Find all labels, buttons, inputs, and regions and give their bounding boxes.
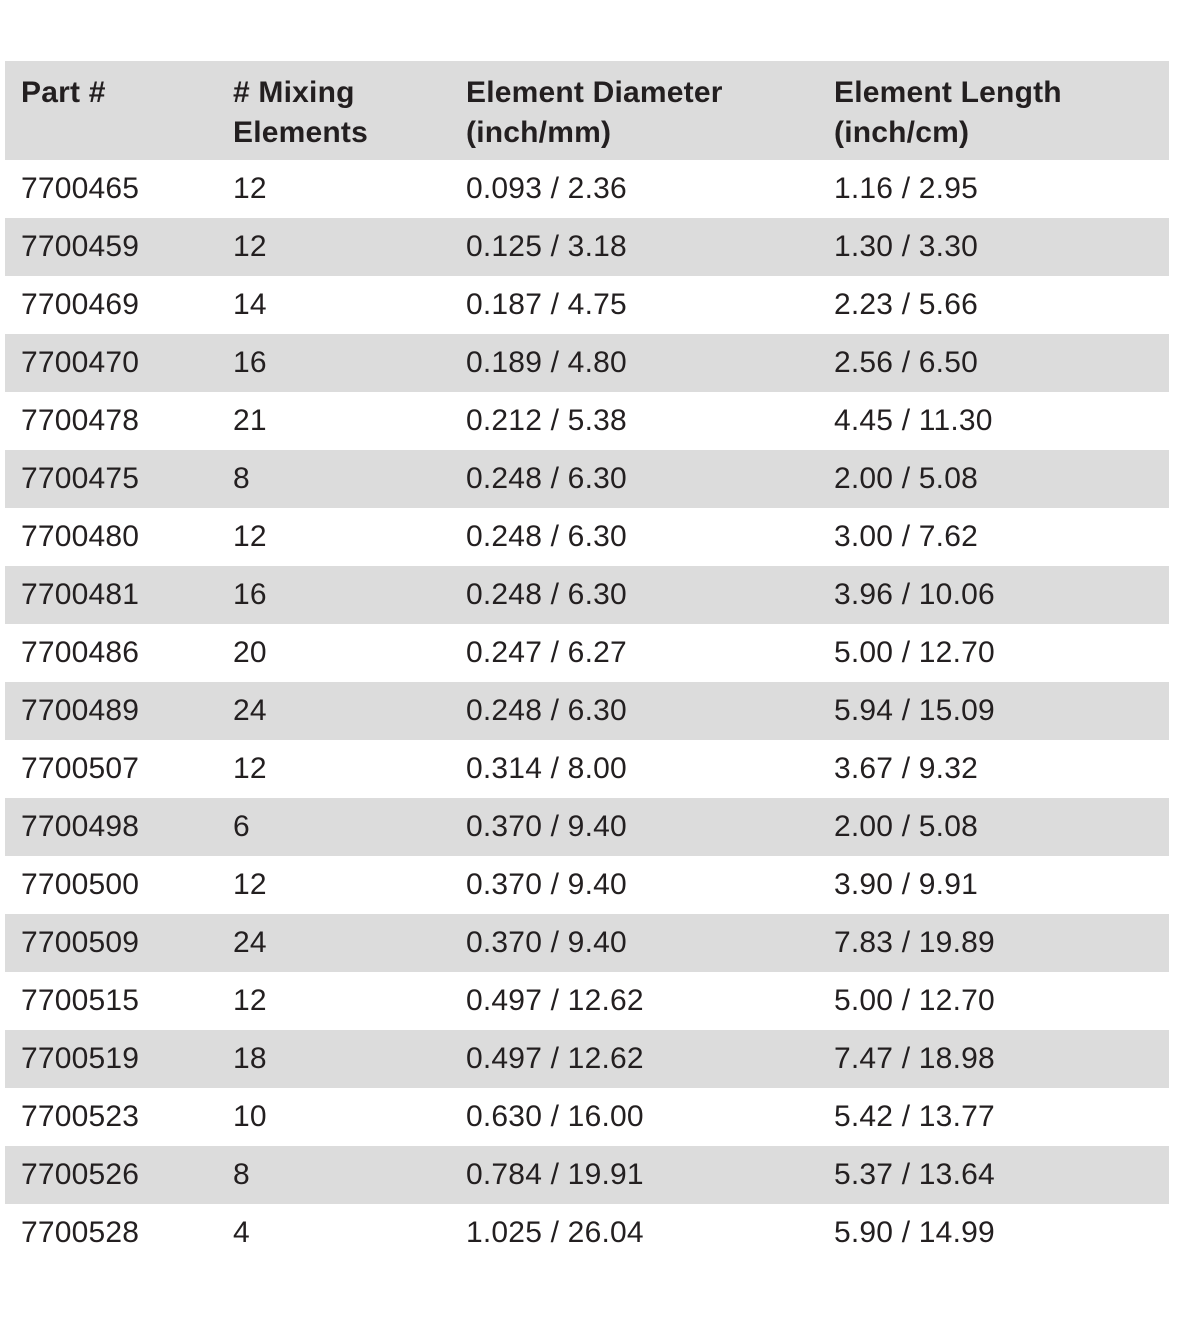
cell-mixing-elements: 21 (233, 404, 267, 437)
cell-element-length: 1.16 / 2.95 (834, 172, 978, 205)
table-row (5, 1030, 1169, 1088)
table-row (5, 682, 1169, 740)
cell-part-number: 7700500 (21, 868, 140, 901)
cell-part-number: 7700509 (21, 926, 140, 959)
table-row (5, 334, 1169, 392)
cell-element-diameter: 0.189 / 4.80 (466, 346, 627, 379)
table-row (5, 160, 1169, 218)
cell-element-diameter: 1.025 / 26.04 (466, 1216, 644, 1249)
cell-mixing-elements: 12 (233, 752, 267, 785)
table-row (5, 740, 1169, 798)
cell-mixing-elements: 18 (233, 1042, 267, 1075)
cell-mixing-elements: 8 (233, 1158, 250, 1191)
cell-element-diameter: 0.497 / 12.62 (466, 1042, 644, 1075)
cell-element-length: 5.42 / 13.77 (834, 1100, 995, 1133)
cell-mixing-elements: 4 (233, 1216, 250, 1249)
cell-part-number: 7700515 (21, 984, 140, 1017)
cell-element-length: 2.56 / 6.50 (834, 346, 978, 379)
cell-mixing-elements: 20 (233, 636, 267, 669)
cell-mixing-elements: 14 (233, 288, 267, 321)
table-row (5, 276, 1169, 334)
cell-element-diameter: 0.370 / 9.40 (466, 926, 627, 959)
cell-element-diameter: 0.784 / 19.91 (466, 1158, 644, 1191)
cell-element-diameter: 0.212 / 5.38 (466, 404, 627, 437)
cell-mixing-elements: 12 (233, 984, 267, 1017)
cell-element-diameter: 0.247 / 6.27 (466, 636, 627, 669)
cell-element-diameter: 0.248 / 6.30 (466, 520, 627, 553)
cell-part-number: 7700507 (21, 752, 140, 785)
cell-element-length: 5.37 / 13.64 (834, 1158, 995, 1191)
cell-part-number: 7700459 (21, 230, 140, 263)
cell-mixing-elements: 16 (233, 578, 267, 611)
cell-element-length: 5.00 / 12.70 (834, 984, 995, 1017)
cell-mixing-elements: 12 (233, 172, 267, 205)
cell-part-number: 7700481 (21, 578, 140, 611)
cell-element-length: 3.00 / 7.62 (834, 520, 978, 553)
cell-mixing-elements: 8 (233, 462, 250, 495)
cell-element-diameter: 0.248 / 6.30 (466, 578, 627, 611)
cell-element-diameter: 0.314 / 8.00 (466, 752, 627, 785)
table-row (5, 1204, 1169, 1262)
table-header-row (5, 61, 1169, 160)
cell-part-number: 7700528 (21, 1216, 140, 1249)
table-body (5, 160, 1169, 1262)
table-row (5, 450, 1169, 508)
table-row (5, 566, 1169, 624)
cell-mixing-elements: 16 (233, 346, 267, 379)
header-element-diameter: Element Diameter (inch/mm) (466, 76, 723, 149)
cell-element-length: 2.23 / 5.66 (834, 288, 978, 321)
cell-element-length: 5.94 / 15.09 (834, 694, 995, 727)
cell-element-diameter: 0.248 / 6.30 (466, 462, 627, 495)
table-row (5, 624, 1169, 682)
table-row (5, 914, 1169, 972)
cell-part-number: 7700526 (21, 1158, 140, 1191)
cell-mixing-elements: 12 (233, 868, 267, 901)
cell-mixing-elements: 12 (233, 520, 267, 553)
header-element-length: Element Length (inch/cm) (834, 76, 1062, 149)
cell-element-diameter: 0.630 / 16.00 (466, 1100, 644, 1133)
cell-part-number: 7700480 (21, 520, 140, 553)
cell-element-length: 5.00 / 12.70 (834, 636, 995, 669)
table-row (5, 972, 1169, 1030)
table-row (5, 1088, 1169, 1146)
cell-element-diameter: 0.187 / 4.75 (466, 288, 627, 321)
cell-mixing-elements: 12 (233, 230, 267, 263)
table-row (5, 798, 1169, 856)
cell-element-length: 2.00 / 5.08 (834, 810, 978, 843)
cell-part-number: 7700519 (21, 1042, 140, 1075)
header-part-number: Part # (21, 76, 106, 109)
cell-part-number: 7700486 (21, 636, 140, 669)
cell-element-diameter: 0.497 / 12.62 (466, 984, 644, 1017)
cell-element-length: 7.83 / 19.89 (834, 926, 995, 959)
cell-element-length: 3.90 / 9.91 (834, 868, 978, 901)
cell-element-diameter: 0.370 / 9.40 (466, 810, 627, 843)
cell-part-number: 7700465 (21, 172, 140, 205)
table-row (5, 1146, 1169, 1204)
cell-part-number: 7700498 (21, 810, 140, 843)
table-row (5, 508, 1169, 566)
cell-element-length: 3.67 / 9.32 (834, 752, 978, 785)
table-row (5, 856, 1169, 914)
cell-part-number: 7700475 (21, 462, 140, 495)
cell-element-length: 1.30 / 3.30 (834, 230, 978, 263)
cell-part-number: 7700489 (21, 694, 140, 727)
cell-mixing-elements: 6 (233, 810, 250, 843)
cell-element-length: 5.90 / 14.99 (834, 1216, 995, 1249)
cell-mixing-elements: 24 (233, 926, 267, 959)
cell-element-diameter: 0.370 / 9.40 (466, 868, 627, 901)
cell-mixing-elements: 24 (233, 694, 267, 727)
cell-element-length: 4.45 / 11.30 (834, 404, 993, 437)
cell-mixing-elements: 10 (233, 1100, 267, 1133)
cell-element-length: 2.00 / 5.08 (834, 462, 978, 495)
cell-element-length: 7.47 / 18.98 (834, 1042, 995, 1075)
table-row (5, 218, 1169, 276)
table-row (5, 392, 1169, 450)
cell-part-number: 7700469 (21, 288, 140, 321)
cell-element-diameter: 0.248 / 6.30 (466, 694, 627, 727)
cell-element-diameter: 0.093 / 2.36 (466, 172, 627, 205)
header-mixing-elements: # Mixing Elements (233, 76, 368, 149)
parts-table (5, 61, 1169, 1262)
cell-element-length: 3.96 / 10.06 (834, 578, 995, 611)
cell-element-diameter: 0.125 / 3.18 (466, 230, 627, 263)
cell-part-number: 7700470 (21, 346, 140, 379)
cell-part-number: 7700523 (21, 1100, 140, 1133)
cell-part-number: 7700478 (21, 404, 140, 437)
